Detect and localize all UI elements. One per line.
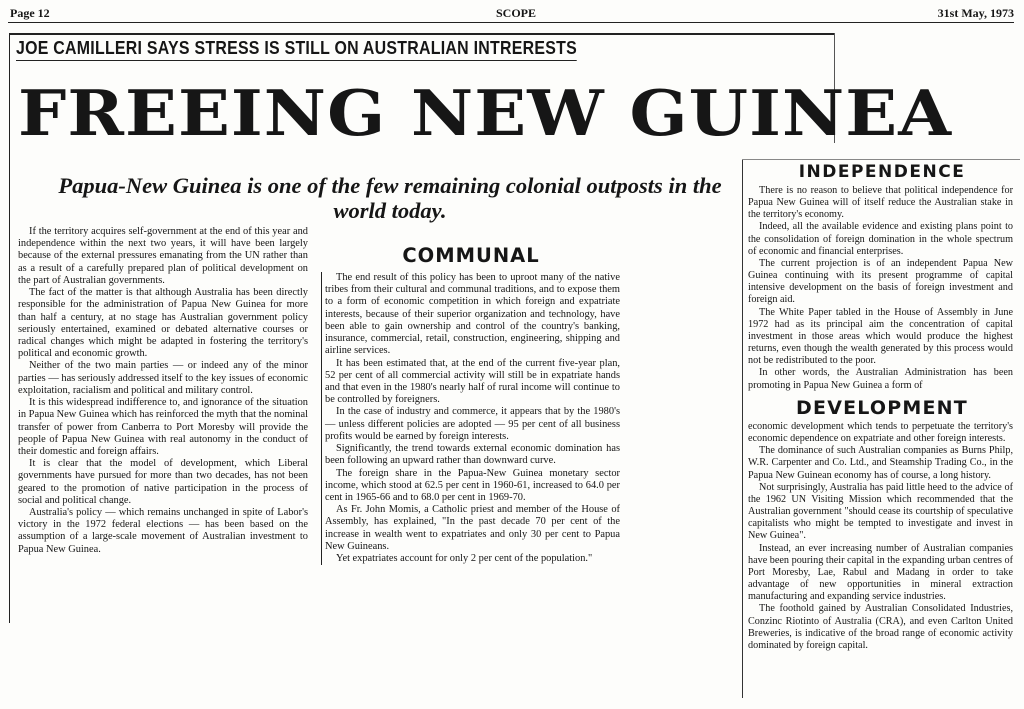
paragraph: The fact of the matter is that although Australia has been directly responsible for the administration of Papua New Guinea for more than half a century, at no stage has Australian government policy seriously entertained, examined or debated alternative courses or radical changes which might be adapted in fostering the territory's political and economic growth. [18,287,308,360]
subheading-communal: COMMUNAL [402,244,540,267]
paragraph: It is clear that the model of development, which Liberal governments have pursued for more than two decades, has not been geared to the promotion of native participation in the process of social and political change. [18,458,308,506]
paragraph: Significantly, the trend towards external economic domination has been following an upward rather than downward curve. [325,443,620,467]
masthead-rule [8,22,1014,23]
paragraph: Instead, an ever increasing number of Australian companies have been pouring their capital in the expanding urban centres of Port Moresby, Lae, Rabul and Madang in order to take advantage of new opportunities in mineral extraction manufacturing and expanding service industries. [748,542,1013,603]
article-column-2 [321,272,620,565]
article-column-1 [18,226,308,556]
paragraph: In other words, the Australian Administration has been promoting in Papua New Guinea a form of [748,367,1013,391]
article-frame-top-rule [10,33,834,35]
subheading-development: DEVELOPMENT [796,397,968,419]
paragraph: It is this widespread indifference to, and ignorance of the situation in Papua New Guinea which has reinforced the myth that the nominal transfer of power from Canberra to Port Moresby will provide the people of Papua New Guinea with real autonomy in the conduct of their domestic and foreign affairs. [18,397,308,457]
article-frame-left-rule [9,33,10,623]
paragraph: Yet expatriates account for only 2 per cent of the population." [336,553,593,565]
article-headline: FREEING NEW GUINEA [18,76,953,150]
paragraph: If the territory acquires self-government at the end of this year and independence within the next two years, it will have been largely because of the external pressures emanating from the UN rather than as a result of a carefully prepared plan of political development on the part of Australian governments. [18,226,308,286]
paragraph: economic development which tends to perpetuate the territory's economic dependence on expatriate and other foreign interests. [748,421,1013,445]
page-number: Page 12 [10,6,50,20]
article-column-3-lower [748,421,1013,652]
article-kicker: JOE CAMILLERI SAYS STRESS IS STILL ON AUSTRALIAN INTRERESTS [16,37,577,61]
paragraph: Indeed, all the available evidence and existing plans point to the consolidation of foreign domination in the whole spectrum of economic and financial enterprises. [748,221,1013,257]
paragraph: Australia's policy — which remains unchanged in spite of Labor's victory in the 1972 federal elections — has been based on the assumption of a large-scale movement of Australian investment to Papua New Guinea. [18,507,308,555]
paragraph: The end result of this policy has been to uproot many of the native tribes from their cultural and communal traditions, and to expose them to a form of economic competition in which foreign and expatriate interests, because of their superior organization and technology, have been able to gain ownership and control of the country's banking, insurance, commercial, retail, construction, engineering, shipping and airline services. [325,272,620,357]
paragraph: Neither of the two main parties — or indeed any of the minor parties — has seriously addressed itself to the key issues of economic exploitation, racialism and political and military control. [18,360,308,396]
paragraph: The dominance of such Australian companies as Burns Philp, W.R. Carpenter and Co. Ltd., and Steamship Trading Co., in the Papua New Guinean economy has of course, a long history. [748,445,1013,481]
paragraph: There is no reason to believe that political independence for Papua New Guinea will of itself reduce the Australian stake in the territory's economy. [748,185,1013,221]
paragraph: It has been estimated that, at the end of the current five-year plan, 52 per cent of all commercial activity will still be in expatriate hands and that even in the 1980's nearly half of rural income will continue to be controlled by foreigners. [325,357,620,406]
publication-name: SCOPE [496,6,537,20]
paragraph: The current projection is of an independent Papua New Guinea continuing with its present programme of capital intensive development on the basis of foreign investment and foreign aid. [748,257,1013,306]
paragraph: In the case of industry and commerce, it appears that by the 1980's — unless different policies are adopted — 95 per cent of all business profits would be earned by foreign interests. [325,406,620,442]
issue-date: 31st May, 1973 [937,6,1014,20]
paragraph: The White Paper tabled in the House of Assembly in June 1972 had as its principal aim the concentration of capital investment in those areas which would produce the highest returns, even though the wealth generated by this process would not be redistributed to the poor. [748,306,1013,367]
article-column-3-upper [748,185,1013,392]
paragraph: As Fr. John Momis, a Catholic priest and member of the House of Assembly, has explained, "In the past decade 70 per cent of the increase in wealth went to expatriates and only 30 per cent to Papua New Guineans. [325,504,620,552]
subheading-independence: INDEPENDENCE [798,162,966,182]
paragraph: Not surprisingly, Australia has paid little heed to the advice of the 1962 UN Visiting Mission which recommended that the Australian government "should cease its courtship of speculative capitalists who might be tempted to investigate and invest in New Guinea". [748,481,1013,542]
paragraph: The foothold gained by Australian Consolidated Industries, Conzinc Riotinto of Australia (CRA), and even Carlton United Breweries, is indicative of the broad range of economic activity dominated by foreign capital. [748,603,1013,651]
article-deck: Papua-New Guinea is one of the few remaining colonial outposts in the world today. [58,173,722,223]
paragraph: The foreign share in the Papua-New Guinea monetary sector income, which stood at 62.5 per cent in 1960-61, increased to 64.0 per cent in 1965-66 and to 68.0 per cent in 1969-70. [325,467,620,503]
